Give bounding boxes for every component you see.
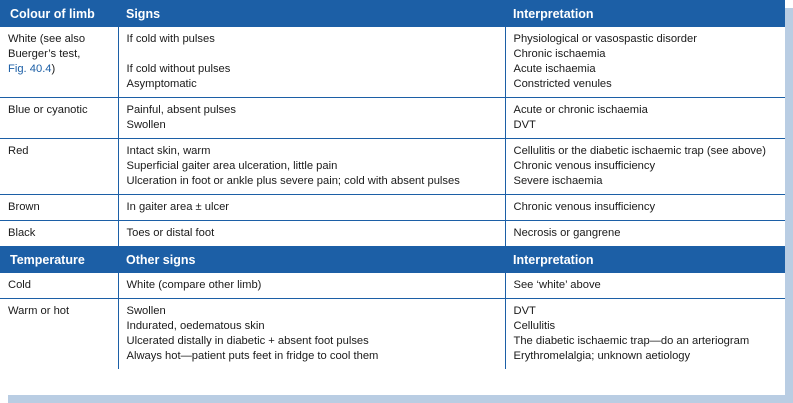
row-interpretation [505, 273, 785, 299]
section2-header-row [0, 246, 785, 273]
row-interpretation-line: Cellulitis or the diabetic ischaemic trap (see above) [513, 145, 766, 157]
row-signs [118, 139, 505, 195]
row-label [0, 299, 118, 370]
section1-header-row [0, 0, 785, 27]
table-shadow-right [785, 8, 793, 403]
row-signs-line: Always hot—patient puts feet in fridge to cool them [126, 350, 379, 362]
row-label-line: Red [8, 145, 29, 157]
row-label-line: Buerger’s test, [8, 48, 81, 60]
row-signs-line: Ulcerated distally in diabetic + absent foot pulses [126, 335, 369, 347]
row-signs-line: White (compare other limb) [126, 279, 262, 291]
row-interpretation-line: Chronic venous insufficiency [513, 201, 656, 213]
row-interpretation-line: DVT [513, 305, 536, 317]
row-signs [118, 195, 505, 221]
row-label-line [8, 62, 114, 77]
row-interpretation [505, 299, 785, 370]
section2-header-3: Interpretation [505, 246, 785, 273]
row-signs-line: Painful, absent pulses [126, 104, 236, 116]
row-interpretation-line: Physiological or vasospastic disorder [513, 33, 697, 45]
row-interpretation [505, 27, 785, 98]
table-row [0, 27, 785, 98]
row-interpretation-line: Acute or chronic ischaemia [513, 104, 648, 116]
row-signs [118, 299, 505, 370]
row-signs [118, 221, 505, 247]
row-label [0, 195, 118, 221]
table-row [0, 98, 785, 139]
row-label-line: White (see also [8, 33, 86, 45]
row-label [0, 273, 118, 299]
row-signs-line: Toes or distal foot [126, 227, 215, 239]
row-interpretation-line: Chronic ischaemia [513, 48, 606, 60]
row-signs-line: Superficial gaiter area ulceration, little pain [126, 160, 338, 172]
section1-header-1: Colour of limb [0, 0, 118, 27]
table-row [0, 195, 785, 221]
row-signs [118, 27, 505, 98]
row-label-line: Blue or cyanotic [8, 104, 88, 116]
section2-header-1: Temperature [0, 246, 118, 273]
table-row [0, 299, 785, 370]
row-interpretation [505, 139, 785, 195]
row-interpretation-line: Severe ischaemia [513, 175, 603, 187]
row-signs-line: Asymptomatic [126, 78, 197, 90]
row-label-line: Cold [8, 279, 32, 291]
row-signs-line: Swollen [126, 305, 166, 317]
row-label-line: Warm or hot [8, 305, 70, 317]
row-label-line: Black [8, 227, 36, 239]
row-interpretation-line: Necrosis or gangrene [513, 227, 621, 239]
row-signs [118, 98, 505, 139]
table-row [0, 221, 785, 247]
row-interpretation [505, 98, 785, 139]
section2-header-2: Other signs [118, 246, 505, 273]
row-interpretation-line: Chronic venous insufficiency [513, 160, 656, 172]
table-row [0, 273, 785, 299]
row-signs-line: Ulceration in foot or ankle plus severe pain; cold with absent pulses [126, 175, 460, 187]
row-signs-line: Swollen [126, 119, 166, 131]
row-interpretation-line: The diabetic ischaemic trap—do an arteriogram [513, 335, 750, 347]
row-interpretation-line: Acute ischaemia [513, 63, 596, 75]
row-signs-line: If cold with pulses [126, 33, 215, 45]
table-shadow-bottom [8, 395, 793, 403]
row-signs-line [127, 47, 501, 62]
section1-header-2: Signs [118, 0, 505, 27]
row-interpretation-line: Constricted venules [513, 78, 612, 90]
row-signs-line: Intact skin, warm [126, 145, 211, 157]
link-suffix: ) [51, 63, 56, 75]
row-label [0, 98, 118, 139]
row-interpretation-line: DVT [513, 119, 536, 131]
row-signs-line: Indurated, oedematous skin [126, 320, 265, 332]
row-interpretation-line: Cellulitis [513, 320, 556, 332]
row-interpretation [505, 195, 785, 221]
section1-header-3: Interpretation [505, 0, 785, 27]
row-signs [118, 273, 505, 299]
row-interpretation-line: Erythromelalgia; unknown aetiology [513, 350, 691, 362]
row-signs-line: In gaiter area ± ulcer [126, 201, 230, 213]
row-label [0, 27, 118, 98]
row-interpretation-line: See ‘white’ above [513, 279, 601, 291]
row-label-line: Brown [8, 201, 40, 213]
row-label [0, 221, 118, 247]
row-label [0, 139, 118, 195]
row-interpretation [505, 221, 785, 247]
figure-link[interactable]: Fig. 40.4 [8, 63, 52, 75]
table-row [0, 139, 785, 195]
row-signs-line: If cold without pulses [126, 63, 231, 75]
